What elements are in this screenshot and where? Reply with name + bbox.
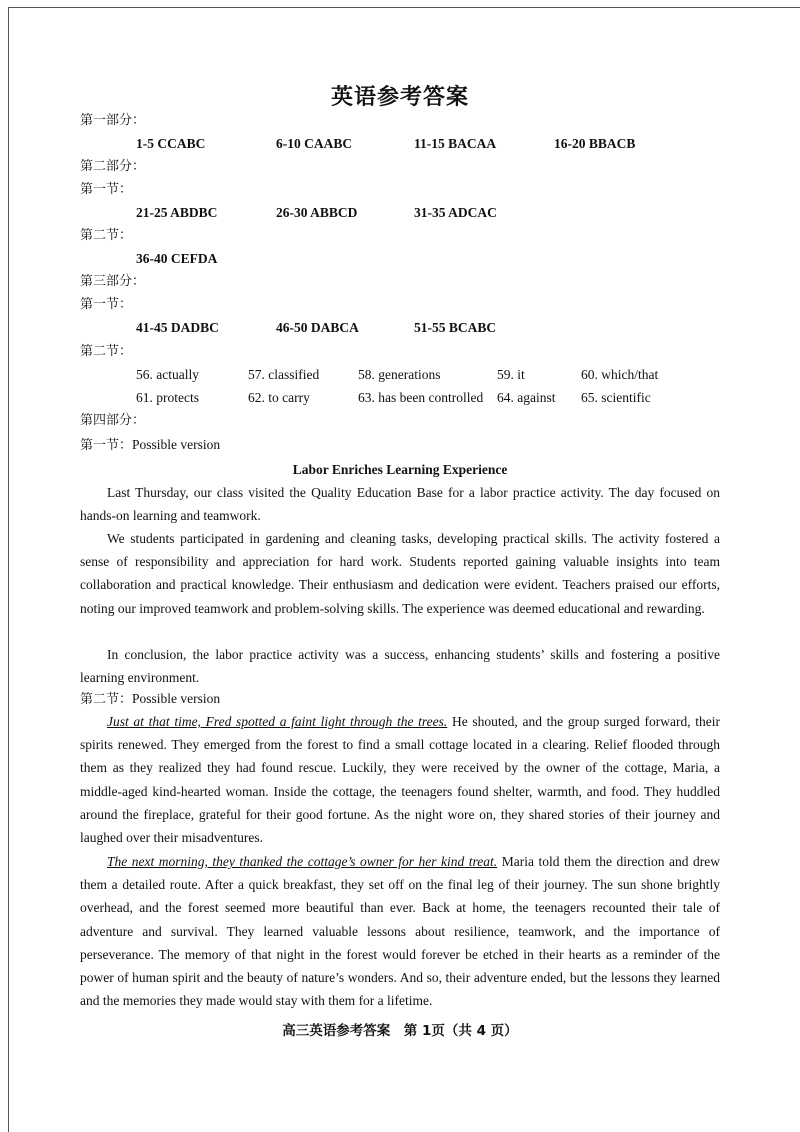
page-border-top <box>8 7 800 8</box>
part2-heading: 第二部分： <box>80 159 146 174</box>
fill-answer: 61. protects <box>136 390 199 405</box>
possible-version-label: Possible version <box>132 437 221 452</box>
essay-paragraph: We students participated in gardening and cleaning tasks, developing practical skills. The activity fostered a sense of responsibility and appreciation for hard work. Students reported gaining valuable insights into team collaboration and practical knowledge. Their enthusiasm and dedication were evident. Teachers praised our efforts, noting our improved teamwork and problem-solving skills. The experience was deemed educational and rewarding. <box>80 531 720 616</box>
fill-answer: 64. against <box>497 390 556 405</box>
fill-answer: 63. has been controlled <box>358 390 484 405</box>
possible-version-label: Possible version <box>132 691 221 706</box>
paragraph-body: Maria told them the direction and drew them a detailed route. After a quick breakfast, they set off on the final leg of their journey. The sun shone brightly overhead, and the forest seemed more beautiful than ever. Back at home, the teenagers recounted their tale of adventure and survival. They learned valuable lessons about resilience, teamwork, and the importance of perseverance. The memory of that night in the forest would forever be etched in their hearts as a reminder of the power of human spirit and the beauty of nature’s wonders. And so, their adventure ended, but the lessons they learned and the memories they made would stay with them for a lifetime. <box>80 854 721 1009</box>
part3-heading: 第三部分： <box>80 274 146 289</box>
fill-answer: 60. which/that <box>581 367 659 382</box>
answer-group: 6-10 CAABC <box>276 136 353 151</box>
part1-heading: 第一部分： <box>80 113 146 128</box>
part4-section2-heading <box>80 691 220 708</box>
part4-section1-heading <box>80 437 220 454</box>
section-label: 第一节： <box>80 438 133 453</box>
answer-group: 1-5 CCABC <box>136 136 206 151</box>
paragraph-body: He shouted, and the group surged forward, their spirits renewed. They emerged from the forest to find a small cottage located in a clearing. Relief flooded through them as they realized they had found rescue. Luckily, they were received by the owner of the cottage, Maria, a middle-aged kind-hearted woman. Inside the cottage, the teenagers found shelter, warmth, and food. They huddled around the fireplace, grateful for their good fortune. As the night wore on, they shared stories of their journey and laughed over their misadventures. <box>80 714 721 846</box>
part2-section1-heading: 第一节： <box>80 182 133 197</box>
page-border-left <box>8 7 9 1132</box>
fill-answer: 65. scientific <box>581 390 651 405</box>
given-opening-sentence: The next morning, they thanked the cottage’s owner for her kind treat. <box>107 854 498 869</box>
fill-answer: 56. actually <box>136 367 199 382</box>
answer-group: 21-25 ABDBC <box>136 205 218 220</box>
section-label: 第二节： <box>80 692 133 707</box>
part2-section2-heading: 第二节： <box>80 228 133 243</box>
answer-group: 31-35 ADCAC <box>414 205 497 220</box>
answer-group: 26-30 ABBCD <box>276 205 358 220</box>
answer-group: 46-50 DABCA <box>276 320 359 335</box>
fill-answer: 62. to carry <box>248 390 310 405</box>
essay-title: Labor Enriches Learning Experience <box>292 462 508 477</box>
answer-group: 41-45 DADBC <box>136 320 219 335</box>
essay-paragraph: Last Thursday, our class visited the Quality Education Base for a labor practice activity. The day focused on hands-on learning and teamwork. <box>80 485 720 524</box>
answer-group: 36-40 CEFDA <box>136 251 218 266</box>
part4-heading: 第四部分： <box>80 413 146 428</box>
fill-answer: 59. it <box>497 367 525 382</box>
answer-group: 11-15 BACAA <box>414 136 497 151</box>
essay-paragraph: In conclusion, the labor practice activity was a success, enhancing students’ skills and fostering a positive learning environment. <box>80 647 720 686</box>
fill-answer: 58. generations <box>358 367 441 382</box>
fill-answer: 57. classified <box>248 367 320 382</box>
page-footer: 高三英语参考答案 第 1页（共 4 页） <box>282 1023 518 1039</box>
page-title: 英语参考答案 <box>330 85 469 110</box>
continuation-paragraph <box>80 710 720 849</box>
part3-section1-heading: 第一节： <box>80 297 133 312</box>
given-opening-sentence: Just at that time, Fred spotted a faint light through the trees. <box>107 714 448 729</box>
answer-group: 16-20 BBACB <box>554 136 636 151</box>
part3-section2-heading: 第二节： <box>80 344 133 359</box>
answer-group: 51-55 BCABC <box>414 320 497 335</box>
continuation-paragraph <box>80 850 720 1012</box>
